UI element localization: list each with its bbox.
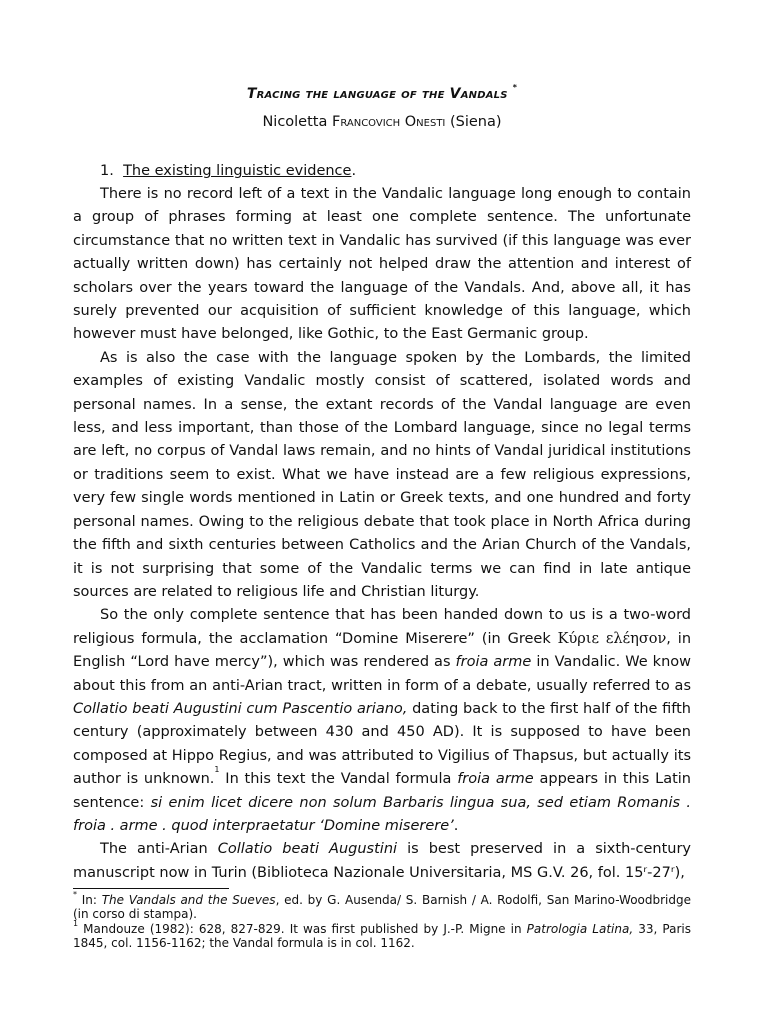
p4-text-b: is best preserved in a sixth-century manuscript now in Turin (Biblioteca Nazionale Universitaria, MS G.V. 26, fol. 15ʳ-27ʳ), <box>73 841 691 881</box>
paper-title <box>73 83 691 102</box>
paragraph-4 <box>73 838 691 885</box>
p4-text-a: The anti-Arian <box>100 841 218 858</box>
footnote-separator <box>73 888 229 889</box>
footnotes <box>73 890 692 951</box>
section-tail: . <box>351 163 357 179</box>
p3-text-d: dating back to the first half of the fifth century (approximately between 430 and 450 AD). It is supposed to have been composed at Hippo Regius, and was attributed to Vigilius of Thapsus, but actually its author is unknown. <box>73 700 691 788</box>
section-title: The existing linguistic evidence <box>123 163 352 179</box>
fn1-text-b: 33, Paris 1845, col. 1156-1162; the Vandal formula is in col. 1162. <box>73 921 691 951</box>
paragraph-2: As is also the case with the language spoken by the Lombards, the limited examples of existing Vandalic mostly consist of scattered, isolated words and personal names. In a sense, the extant records of the Vandal language are even less, and less important, than those of the Lombard language, since no legal terms are left, no corpus of Vandal laws remain, and no hints of Vandal juridical institutions or traditions seem to exist. What we have instead are a few religious expressions, very few single words mentioned in Latin or Greek texts, and one hundred and forty personal names. Owing to the religious debate that took place in North Africa during the fifth and sixth centuries between Catholics and the Arian Church of the Vandals, it is not surprising that some of the Vandalic terms we can find in late antique sources are related to religious life and Christian liturgy. <box>73 349 691 600</box>
vandal-formula-2: froia arme <box>457 771 534 788</box>
paragraph-1: There is no record left of a text in the Vandalic language long enough to contain a group of phrases forming at least one complete sentence. The unfortunate circumstance that no written text in Vandalic has survived (if this language was ever actually written down) has certainly not helped draw the attention and interest of scholars over the years toward the language of the Vandals. And, above all, it has surely prevented our acquisition of sufficient knowledge of this language, which however must have belonged, like Gothic, to the East Germanic group. <box>73 186 691 343</box>
latin-quote: si enim licet dicere non solum Barbaris lingua sua, sed etiam Romanis . froia . arme . quod interpraetatur ‘Domine miserere’ <box>73 794 691 834</box>
title-text: Tracing the language of the Vandals <box>246 86 508 102</box>
collatio-title: Collatio beati Augustini cum Pascentio ariano, <box>73 700 408 717</box>
p3-text-a: So the only complete sentence that has been handed down to us is a two-word religious formula, the acclamation “Domine Miserere” (in Greek <box>73 607 691 647</box>
author-line <box>73 114 691 130</box>
collatio-title-2: Collatio beati Augustini <box>217 841 398 858</box>
footnote-1 <box>73 918 691 951</box>
p3-text-c: in Vandalic. We know about this from an anti-Arian tract, written in form of a debate, usually referred to as <box>73 654 691 694</box>
section-heading <box>100 163 356 179</box>
greek-phrase: Κύριε ελέησον <box>557 630 667 647</box>
p3-text-f: appears in this Latin sentence: <box>73 771 691 811</box>
body-text <box>73 183 691 885</box>
fn1-book: Patrologia Latina, <box>526 921 634 936</box>
fn-star-book: The Vandals and the Sueves <box>101 893 276 907</box>
author-first-name: Nicoletta <box>262 114 328 130</box>
p3-text-b: , in English “Lord have mercy”), which was rendered as <box>73 630 692 671</box>
footnote-star-mark: * <box>73 890 77 899</box>
vandal-formula: froia arme <box>455 654 532 671</box>
p3-text-g: . <box>453 817 459 834</box>
fn-star-text-b: , ed. by G. Ausenda/ S. Barnish / A. Rodolfi, San Marino-Woodbridge (in corso di stampa). <box>73 893 692 922</box>
title-footnote-mark: * <box>512 83 518 92</box>
author-last-name: Francovich Onesti <box>331 114 446 130</box>
paragraph-3 <box>73 604 691 838</box>
section-number: 1. <box>100 163 114 179</box>
footnote-ref-1: 1 <box>214 765 220 775</box>
fn1-text-a: Mandouze (1982): 628, 827-829. It was first published by J.-P. Migne in <box>78 921 527 936</box>
author-affiliation: (Siena) <box>450 114 502 130</box>
footnote-1-mark: 1 <box>73 918 79 928</box>
footnote-star <box>73 890 692 922</box>
fn-star-text-a: In: <box>77 893 102 907</box>
p3-text-e: In this text the Vandal formula <box>219 771 458 788</box>
